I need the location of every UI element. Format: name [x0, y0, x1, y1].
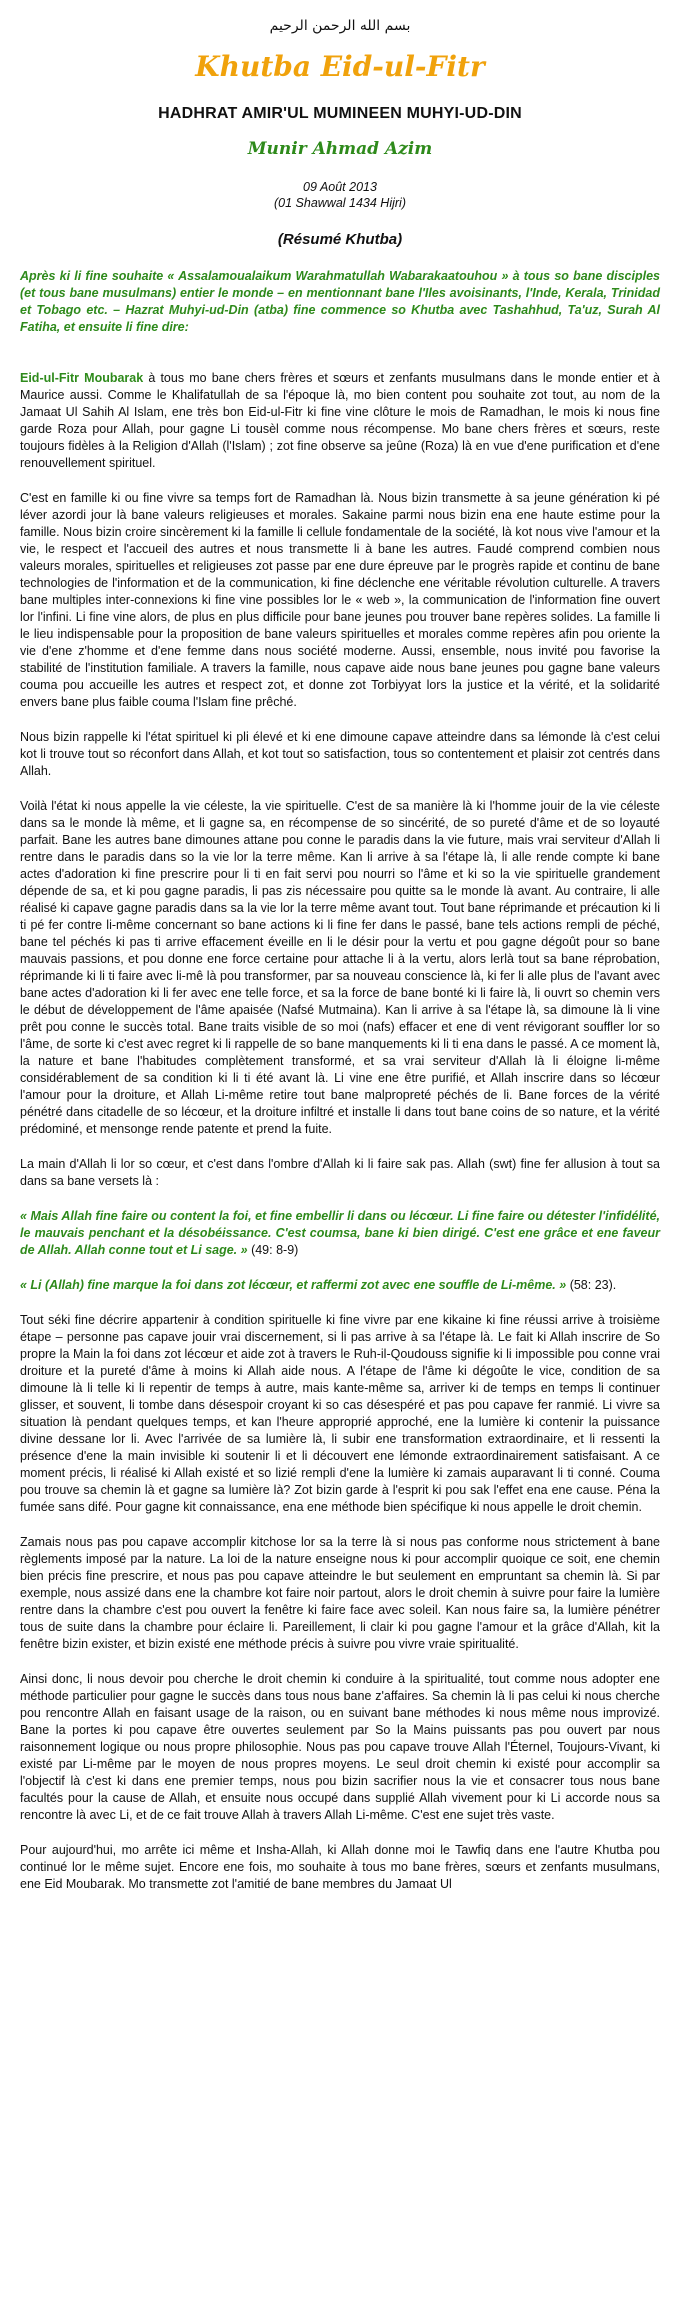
paragraph-4: Voilà l'état ki nous appelle la vie céleste, la vie spirituelle. C'est de sa manière là ki l'homme jouir de la vie céleste dans sa le monde là même, et li gagne sa, en récompense de so sincérité, de so pureté d'âme et de so loyauté parfait. Bane les autres bane dimounes attane pou conne le paradis dans la vie future, mais vrai serviteur d'Allah li rentre dans le paradis dans so la vie lor la terre même. Kan li arrive à sa l'étape là, li alle rende compte ki bane actes d'adoration ki fine prescrire pour li ti en fait servi pou nourri so l'âme et ki so la vie spirituelle grandement dépende de sa, et ki pou gagne paradis, li pas zis nécessaire pou quitte sa le monde là avant. Au contraire, li alle réalisé ki capave gagne paradis dans sa la vie lor la terre même avant tout. Tout bane réprimande et précaution ki li ti pé fer contre li-même concernant so bane actions ki li fine fer dans le passé, bane tels actions rempli de péché, bane tel péchés ki pas ti arrive effacement éveille en li le désir pour la vertu et pou gagne dégoût pour so bane mauvais passions, et pou donne ene force certaine pour attache li à la vertu, alors lerlà tout sa bane réprobation, réprimande ki li ti faire avec li-mê là pou transformer, par sa nouveau conscience là, ki fer li alle plus de l'avant avec bane actes d'adoration ki li fer avec ene telle force, et sa la force de bane bonté ki li faire là, li ouvrt so chemin vers le début de développement de l'âme apaisée (Nafsé Mutmaina). Kan li arrive à sa l'étape là, sa dimoune là li vine prêt pou conne le succès total. Bane traits visible de so moi (nafs) effacer et ene di vent révigorant souffler lor so l'âme, de sorte ki c'est avec regret ki li rappelle de so bane manquements ki li ti ena dans le passé. A ce moment là, la nature et bane l'habitudes complètement transformé, et sa vrai serviteur d'Allah là li éloigne li-même considérablement de sa condition ki li ti été avant là. Li vine ene être purifié, et Allah inscrire dans so lécœur l'amour pour la droiture, et Allah Li-même retire tout bane malpropreté péchés de li. Bane forces de la vérité pénétré dans citadelle de so lécœur, et la droiture infiltré et installe li dans tout bane coins de so nature, et la vérité prédominé, et mensonge rende patente et prend la fuite. [20, 799, 660, 1136]
author-name: Munir Ahmad Azim [247, 139, 433, 159]
paragraph-3: Nous bizin rappelle ki l'état spirituel ki pli élevé et ki ene dimoune capave atteindre dans sa lémonde là c'est celui kot li trouve tout so réconfort dans Allah, et kot tout so satisfaction, tous so contentement et plaisir zot centrés dans Allah. [20, 730, 660, 778]
bismillah-calligraphy: بسم الله الرحمن الرحيم [269, 18, 411, 34]
paragraph-2: C'est en famille ki ou fine vivre sa temps fort de Ramadhan là. Nous bizin transmette à sa jeune génération ki pé léver azordi jour là bane valeurs religieuses et morales. Sakaine parmi nous bizin ena ene haute estime pour la famille. Nous bizin croire sincèrement ki la famille li cellule fondamentale de la société, là kot nous vive l'amour et la vie, le respect et l'accueil des autres et nous transmette li à bane les autres. Faudé comprend combien nous valeurs morales, spirituelles et religieuses zot passe par ene dure épreuve par le progrès rapide et continu de bane technologies de l'information et de la communication, ki fine déclenche ene véritable révolution culturelle. A travers bane multiples inter-connexions ki fine vine possibles lor le « web », la communication de l'information fine ouvert lor l'infini. Li fine vine alors, de plus en plus difficile pour bane jeunes pou trouver bane repères solides. La famille li le lieu indispensable pour la proposition de bane valeurs spirituelles et morales comme repères afin pou oriente la vie d'ene z'homme et d'ene femme dans nous société moderne. Aussi, ensemble, nous invité pou favorise la stabilité de l'institution familiale. A travers la famille, nous capave aide nous bane jeunes pou gagne bane valeurs couma pou accueille les autres et respect zot, et donne zot Torbiyyat lors la justice et la vérité, et la solidarité envers bane plus faible couma l'Islam fine prêché. [20, 491, 660, 709]
quote-1-text: « Mais Allah fine faire ou content la foi, et fine embellir li dans ou lécœur. Li fine faire ou détester l'infidélité, le mauvais penchant et la désobéissance. C'est coumsa, bane ki bien dirigé. C'est ene grâce et ene faveur de Allah. Allah conne tout et Li sage. » [20, 1209, 660, 1257]
paragraph-5: La main d'Allah li lor so cœur, et c'est dans l'ombre d'Allah ki li faire sak pas. Allah (swt) fine fer allusion à tout sa dans sa bane versets là : [20, 1157, 660, 1188]
quote-2-reference: (58: 23). [566, 1278, 617, 1292]
date-hijri: (01 Shawwal 1434 Hijri) [273, 196, 406, 210]
paragraph-9: Pour aujourd'hui, mo arrête ici même et Insha-Allah, ki Allah donne moi le Tawfiq dans ene l'autre Khutba pou continué lor le même sujet. Encore ene fois, mo souhaite à tous mo bane frères, sœurs et zenfants musulmans, ene Eid Moubarak. Mo transmette zot l'amitié de bane membres du Jamaat Ul [20, 1843, 660, 1891]
eid-greeting-lead: Eid-ul-Fitr Moubarak [20, 371, 144, 385]
paragraph-7: Zamais nous pas pou capave accomplir kitchose lor sa la terre là si nous pas conforme nous strictement à bane règlements imposé par la nature. La loi de la nature enseigne nous ki pour accomplir quoique ce soit, ene chemin bien précis fine prescrire, et nous pas pou capave atteindre le but seulement en empruntant sa chemin là. Si par exemple, nous assizé dans ene la chambre kot faire noir partout, alors le droit chemin à suivre pour faire la lumière rentre dans la chambre c'est pou ouvert la fenêtre ki faire face avec soleil. Kan nous faire sa, la lumière pénétrer tous de suite dans la chambre pour éclaire li. Pareillement, li clair ki pou gagne l'amour et la grâce d'Allah, kit la fenêtre bizin exister, et bizin existé ene méthode précis à suivre pou vivre vraie spiritualité. [20, 1535, 660, 1651]
paragraph-1-text: à tous mo bane chers frères et sœurs et zenfants musulmans dans le monde entier et à Maurice aussi. Comme le Khalifatullah de sa l'époque là, mo bien content pou souhaite zot tout, au nom de la Jamaat Ul Sahih Al Islam, ene très bon Eid-ul-Fitr ki fine vine clôture le mois de Ramadhan, le mois ki nous fine garde Roza pour Allah, pour gagne Li tousèl comme nous récompense. Mo bane chers frères et sœurs, reste toujours fidèles à la Religion d'Allah (l'Islam) ; zot fine observe sa jeûne (Roza) là en vue d'ene purification et d'ene renouvellement spirituel. [20, 371, 660, 470]
date-block [20, 179, 660, 211]
quote-1-reference: (49: 8-9) [247, 1243, 299, 1257]
date-gregorian: 09 Août 2013 [303, 180, 377, 194]
speaker-title: HADHRAT AMIR'UL MUMINEEN MUHYI-UD-DIN [158, 105, 522, 122]
paragraph-1 [20, 370, 660, 472]
intro-paragraph: Après ki li fine souhaite « Assalamoualaikum Warahmatullah Wabarakaatouhou » à tous so bane disciples (et tous bane musulmans) entier le monde – en mentionnant bane l'Iles avoisinants, l'Inde, Kerala, Trinidad et Tobago etc. – Hazrat Muhyi-ud-Din (atba) fine commence so Khutba avec Tashahhud, Ta'uz, Surah Al Fatiha, et ensuite li fine dire: [20, 269, 660, 334]
paragraph-6: Tout séki fine décrire appartenir à condition spirituelle ki fine vivre par ene kikaine ki fine réussi arrive à troisième étape – personne pas capave jouir vrai discernement, si li pas arrive à sa l'étape là. Le fait ki Allah inscrire de So propre la Main la foi dans zot lécœur et aide zot à travers le Ruh-il-Qoudouss signifie ki li impossible pou conne vrai droiture et la pureté d'âme à moins ki Allah aide nous. A l'étape de l'âme ki dégoûte le vice, condition de sa dimoune là li telle ki li repentir de temps à autre, mais kante-même sa, arriver ki de temps en temps li continuer glisser, et souvent, li tombe dans désespoir croyant ki so cas désespéré et pas pou capave fer ranmié. Li vivre sa situation là pendant quelques temps, et kan l'heure approprié approché, ene la lumière ki contenir la puissance divine dessane lor li. Avec l'arrivée de sa lumière là, li subir ene transformation extraordinaire, et li ressenti la présence d'ene la main invisible ki soutenir li et li découvert ene lémonde extraordinairement satisfaisant. A ce moment précis, li réalisé ki Allah existé et so lizié rempli d'ene la lumière ki zamais auparavant li ti conné. Couma pou trouve sa chemin là et gagne sa lumière là? Zot bizin garde à l'esprit ki pou sak l'effet ena ene cause. Péna la fumée sans difé. Pour gagne kit connaissance, ena ene méthode bien spécifique ki nous appelle le droit chemin. [20, 1313, 660, 1514]
quote-1 [20, 1208, 660, 1259]
quote-2 [20, 1277, 660, 1294]
khutba-document [20, 0, 660, 1893]
quote-2-text: « Li (Allah) fine marque la foi dans zot lécœur, et raffermi zot avec ene souffle de Li-même. » [20, 1278, 567, 1292]
paragraph-8: Ainsi donc, li nous devoir pou cherche le droit chemin ki conduire à la spiritualité, tout comme nous adopter ene méthode particulier pour gagne le succès dans tous nous bane z'affaires. Sa chemin là li pas celui ki nous cherche pou rencontre Allah en faisant usage de la raison, ou en suivant bane méthodes ki nous même nous improvizé. Bane la portes ki pou capave être ouvertes seulement par So la Mains puissants pas pou ouvert par nous raisonnement logique ou nous propre philosophie. Nous pas pou capave trouve Allah l'Éternel, Toujours-Vivant, ki existé par Li-même par le moyen de nous propres moyens. Le seul droit chemin ki existé pour accomplir sa l'objectif là c'est ki dans ene premier temps, nous pou bizin sacrifier nous la vie et consacrer tous nous bane facultés pour la cause de Allah, et ensuite nous occupé dans supplié Allah vivement pour ki Li accorde nous sa rencontre là avec Li, et de ce fait trouve Allah à travers Allah Li-même. C'est ene sujet très vaste. [20, 1672, 660, 1822]
page-title: Khutba Eid-ul-Fitr [195, 50, 485, 83]
resume-label: (Résumé Khutba) [277, 231, 403, 248]
